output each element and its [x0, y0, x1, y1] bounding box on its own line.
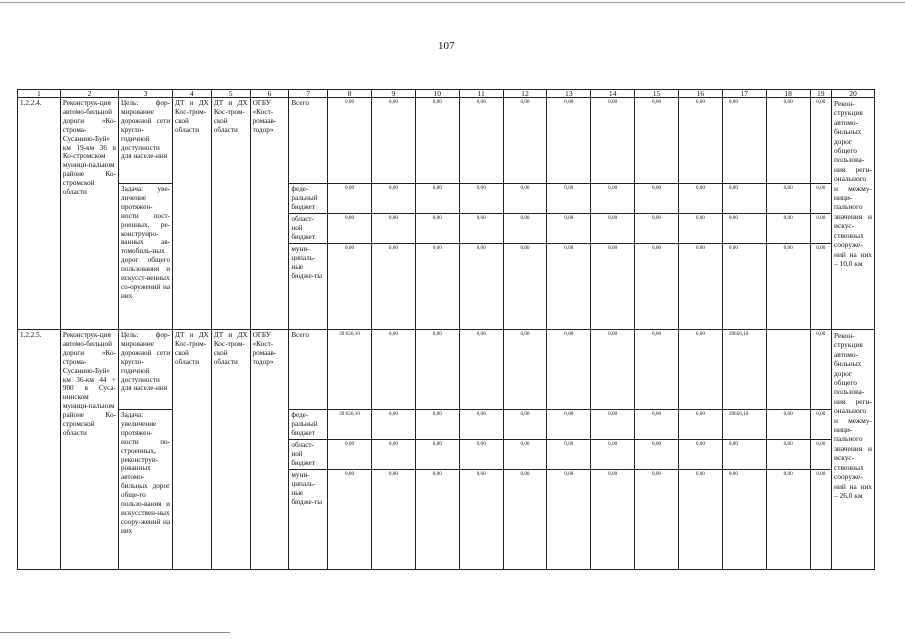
funding-value: 0,00 — [810, 214, 831, 244]
funding-value: 0,00 — [415, 410, 459, 440]
funding-value: 0,00 — [328, 214, 372, 244]
funding-value: 0,00 — [415, 244, 459, 330]
column-number-header: 9 — [371, 90, 415, 98]
funding-value: 0,00 — [371, 184, 415, 214]
funding-value: 0,00 — [371, 330, 415, 410]
funding-value: 0,00 — [766, 470, 810, 570]
funding-value: 0,00 — [503, 470, 547, 570]
funding-value: 0,00 — [547, 184, 591, 214]
funding-value: 39656,10 — [722, 410, 766, 440]
funding-value: 0,00 — [371, 244, 415, 330]
executor-cell: ОГБУ «Кост-ромаав-тодор» — [250, 330, 289, 570]
column-number-header: 20 — [831, 90, 874, 98]
funding-value: 0,00 — [459, 184, 503, 214]
funding-value: 0,00 — [459, 410, 503, 440]
funding-value: 0,00 — [678, 214, 722, 244]
column-number-header: 15 — [635, 90, 679, 98]
executor-cell: ДТ и ДХ Кос-тром-ской области — [173, 98, 212, 330]
measure-code: 1.2.2.5. — [18, 330, 61, 570]
funding-source: муни-ципаль-ные бюдже-ты — [289, 470, 328, 570]
funding-value: 0,00 — [766, 98, 810, 184]
funding-value: 0,00 — [678, 410, 722, 440]
funding-value: 0,00 — [547, 214, 591, 244]
funding-value: 0,00 — [503, 330, 547, 410]
funding-value: 0,00 — [459, 244, 503, 330]
column-number-header: 2 — [60, 90, 118, 98]
executor-cell: ДТ и ДХ Кос-тром-ской области — [211, 98, 250, 330]
funding-value: 0,00 — [328, 470, 372, 570]
column-number-header: 16 — [678, 90, 722, 98]
funding-value: 0,00 — [678, 440, 722, 470]
funding-value: 0,00 — [678, 244, 722, 330]
measure-goal: Цель: фор-мирование дорожной сети кругло-годичной доступности для населе-ния — [118, 330, 172, 410]
funding-value: 0,00 — [415, 98, 459, 184]
column-number-header: 3 — [118, 90, 172, 98]
funding-value — [766, 330, 810, 410]
funding-value: 0,00 — [810, 440, 831, 470]
funding-value: 0,00 — [459, 440, 503, 470]
funding-value: 0,00 — [678, 330, 722, 410]
funding-value: 0,00 — [591, 184, 635, 214]
measure-task: Задача: уве-личение протяжен-ности пост-роенных, ре-конструиро-ванных ав-томобиль-ных дорог общего пользования и искусст-венных со-оружений на них — [118, 184, 172, 330]
funding-value: 0,00 — [503, 184, 547, 214]
measure-task: Задача: увеличение протяжен-ности по-строенных, реконструи-рованных автомо-бильных дорог обще-го пользо-вания и искусствен-ных соору-жений на них — [118, 410, 172, 570]
bottom-rule — [0, 632, 230, 633]
top-rule — [0, 2, 905, 3]
funding-value: 0,00 — [503, 214, 547, 244]
column-number-header: 5 — [211, 90, 250, 98]
funding-value: 0,00 — [371, 98, 415, 184]
funding-value: 0,00 — [503, 244, 547, 330]
funding-value: 0,00 — [810, 244, 831, 330]
executor-cell: ДТ и ДХ Кос-тром-ской области — [173, 330, 212, 570]
funding-source: феде-ральный бюджет — [289, 184, 328, 214]
funding-source: област-ной бюджет — [289, 440, 328, 470]
funding-value: 0,00 — [415, 214, 459, 244]
funding-value: 0,00 — [459, 470, 503, 570]
measure-name: Реконструк-ция автомо-бильной дороги «Ко-строма-Сусанино-Буй» км 36-км 44 + 900 в Суса-нинском муници-пальном районе Ко-стромской области — [60, 330, 118, 570]
funding-source: феде-ральный бюджет — [289, 410, 328, 440]
funding-value: 0,00 — [547, 410, 591, 440]
column-number-header: 13 — [547, 90, 591, 98]
funding-value: 0,00 — [547, 98, 591, 184]
funding-value: 0,00 — [678, 470, 722, 570]
funding-value: 0,00 — [635, 214, 679, 244]
table-row — [18, 330, 875, 410]
table-row — [18, 98, 875, 184]
funding-value: 0,00 — [810, 410, 831, 440]
funding-value: 0,00 — [459, 330, 503, 410]
page-number: 107 — [438, 40, 455, 52]
funding-value: 0,00 — [635, 184, 679, 214]
funding-value: 0,00 — [635, 330, 679, 410]
funding-value: 0,00 — [591, 330, 635, 410]
column-number-header: 12 — [503, 90, 547, 98]
funding-value: 0,00 — [678, 184, 722, 214]
funding-value: 0,00 — [415, 330, 459, 410]
funding-value: 0,00 — [591, 470, 635, 570]
funding-value: 0,00 — [328, 184, 372, 214]
funding-value: 0,00 — [371, 440, 415, 470]
funding-value: 0,00 — [678, 98, 722, 184]
funding-source: муни-ципаль-ные бюдже-ты — [289, 244, 328, 330]
funding-value: 0,00 — [766, 244, 810, 330]
expected-result: Рекон-струкция автомо-бильных дорог общего пользова-ния реги-онального и межму-ници-пального значения и искус-ственных сооруже-ний на них – 10,0 км — [831, 98, 874, 330]
table-body — [18, 98, 875, 570]
funding-value: 0,00 — [722, 244, 766, 330]
funding-value: 0,00 — [328, 440, 372, 470]
column-number-row — [18, 90, 875, 98]
funding-value: 0,00 — [635, 410, 679, 440]
column-number-header: 6 — [250, 90, 289, 98]
measure-code: 1.2.2.4. — [18, 98, 61, 330]
funding-value: 0,00 — [547, 330, 591, 410]
funding-value: 0,00 — [635, 470, 679, 570]
funding-value: 0,00 — [371, 214, 415, 244]
funding-value: 0,00 — [722, 98, 766, 184]
funding-source: област-ной бюджет — [289, 214, 328, 244]
column-number-header: 11 — [459, 90, 503, 98]
funding-value: 0,00 — [810, 98, 831, 184]
funding-value: 0,00 — [635, 440, 679, 470]
expected-result: Рекон-струкция автомо-бильных дорог общего пользова-ния реги-онального и межму-ници-пального значения и искус-ственных сооруже-ний на них – 26,0 км — [831, 330, 874, 570]
funding-value: 39 656,10 — [328, 410, 372, 440]
executor-cell: ОГБУ «Кост-ромаав-тодор» — [250, 98, 289, 330]
funding-value: 0,00 — [635, 98, 679, 184]
funding-source: Всего — [289, 330, 328, 410]
funding-value: 0,00 — [328, 98, 372, 184]
funding-value: 0,00 — [547, 244, 591, 330]
column-number-header: 17 — [722, 90, 766, 98]
column-number-header: 14 — [591, 90, 635, 98]
funding-value: 0,00 — [415, 184, 459, 214]
funding-source: Всего — [289, 98, 328, 184]
funding-value: 0,00 — [459, 98, 503, 184]
funding-value: 0,00 — [459, 214, 503, 244]
column-number-header: 10 — [415, 90, 459, 98]
funding-value: 0,00 — [810, 470, 831, 570]
funding-value: 0,00 — [328, 244, 372, 330]
funding-value: 0,00 — [503, 410, 547, 440]
funding-value: 0,00 — [722, 470, 766, 570]
funding-value: 0,00 — [591, 214, 635, 244]
funding-value: 0,00 — [591, 410, 635, 440]
funding-value: 0,00 — [766, 214, 810, 244]
funding-value: 0,00 — [766, 440, 810, 470]
funding-value: 0,00 — [722, 440, 766, 470]
funding-value: 0,00 — [503, 98, 547, 184]
funding-value: 0,00 — [722, 214, 766, 244]
funding-value: 0,00 — [591, 244, 635, 330]
funding-value: 0,00 — [371, 470, 415, 570]
column-number-header: 8 — [328, 90, 372, 98]
funding-value: 39656,10 — [722, 330, 766, 410]
column-number-header: 18 — [766, 90, 810, 98]
program-table — [17, 89, 875, 570]
column-number-header: 7 — [289, 90, 328, 98]
funding-value: 0,00 — [766, 184, 810, 214]
funding-value: 0,00 — [591, 98, 635, 184]
measure-name: Реконструк-ция автомо-бильной дороги «Ко-строма-Сусанино-Буй» км 19-км 36 в Ко-стромском муници-пальном районе Ко-стромской области — [60, 98, 118, 330]
column-number-header: 19 — [810, 90, 831, 98]
executor-cell: ДТ и ДХ Кос-тром-ской области — [211, 330, 250, 570]
funding-value: 0,00 — [591, 440, 635, 470]
funding-value: 0,00 — [810, 330, 831, 410]
funding-value: 0,00 — [415, 470, 459, 570]
column-number-header: 4 — [173, 90, 212, 98]
funding-value: 39 656,10 — [328, 330, 372, 410]
funding-value: 0,00 — [810, 184, 831, 214]
funding-value: 0,00 — [503, 440, 547, 470]
funding-value: 0,00 — [722, 184, 766, 214]
funding-value: 0,00 — [415, 440, 459, 470]
table-row — [18, 184, 875, 214]
table-row — [18, 410, 875, 440]
funding-value: 0,00 — [547, 440, 591, 470]
measure-goal: Цель: фор-мирование дорожной сети кругло-годичной доступности для населе-ния — [118, 98, 172, 184]
funding-value: 0,00 — [635, 244, 679, 330]
funding-value: 0,00 — [547, 470, 591, 570]
funding-value: 0,00 — [766, 410, 810, 440]
column-number-header: 1 — [18, 90, 61, 98]
funding-value: 0,00 — [371, 410, 415, 440]
